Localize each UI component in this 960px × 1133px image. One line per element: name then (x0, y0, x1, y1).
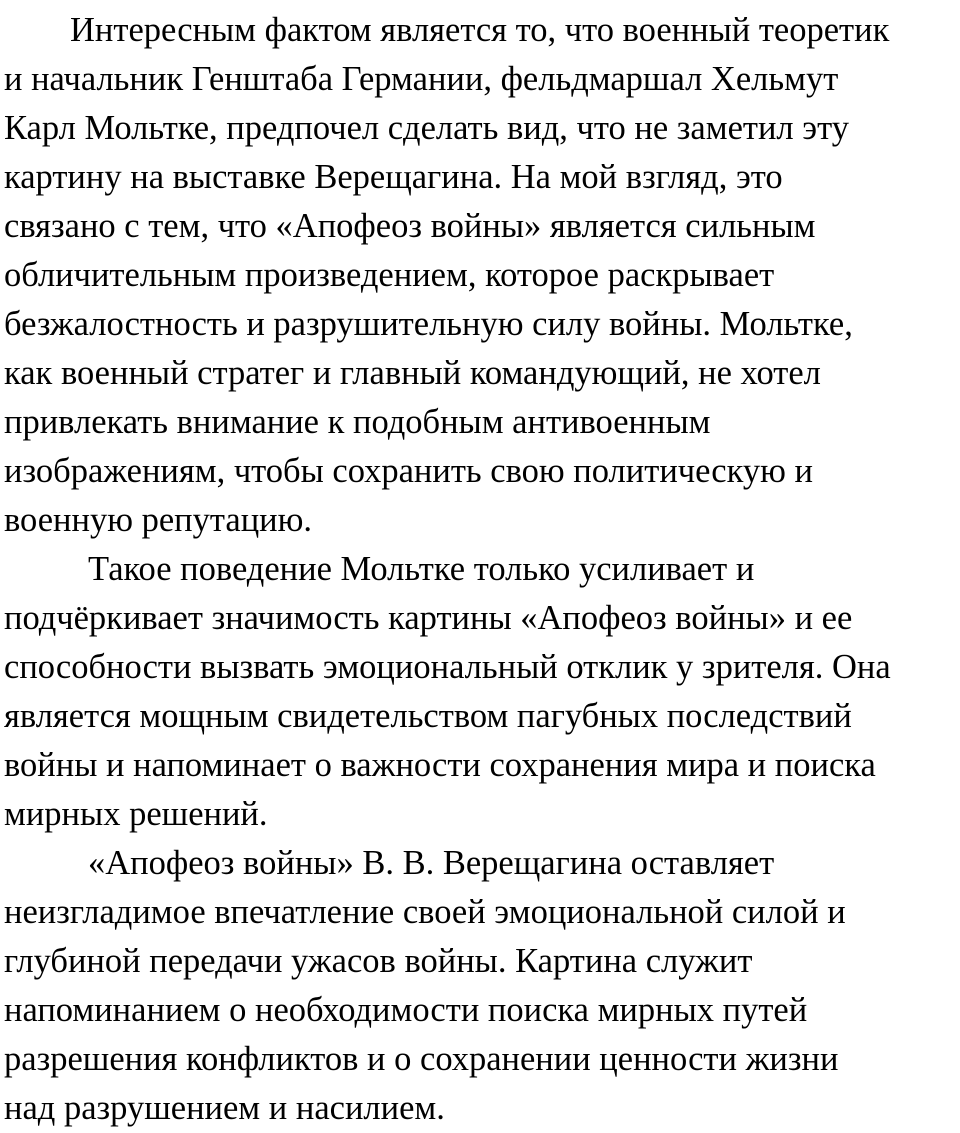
text-line: и начальник Генштаба Германии, фельдмаршал Хельмут (4, 60, 839, 98)
text-line: подчёркивает значимость картины «Апофеоз войны» и ее (4, 599, 853, 637)
text-line: Карл Мольтке, предпочел сделать вид, что не заметил эту (4, 109, 849, 147)
paragraph-1 (4, 0, 954, 545)
text-line: связано с тем, что «Апофеоз войны» является сильным (4, 207, 816, 245)
text-line: является мощным свидетельством пагубных последствий (4, 697, 852, 735)
text-line: как военный стратег и главный командующий, не хотел (4, 354, 821, 392)
paragraph-3 (4, 839, 954, 1133)
text-line: неизгладимое впечатление своей эмоциональной силой и (4, 893, 846, 931)
text-line: Такое поведение Мольтке только усиливает и (88, 550, 755, 588)
paragraph-2 (4, 545, 954, 839)
text-line: картину на выставке Верещагина. На мой взгляд, это (4, 158, 783, 196)
text-line: Интересным фактом является то, что военный теоретик (70, 11, 890, 49)
text-line: обличительным произведением, которое раскрывает (4, 256, 775, 294)
text-line: глубиной передачи ужасов войны. Картина служит (4, 942, 753, 980)
text-line: войны и напоминает о важности сохранения мира и поиска (4, 746, 876, 784)
text-line: способности вызвать эмоциональный отклик у зрителя. Она (4, 648, 891, 686)
text-line: разрешения конфликтов и о сохранении ценности жизни (4, 1040, 839, 1078)
text-line: мирных решений. (4, 795, 268, 833)
text-line: «Апофеоз войны» В. В. Верещагина оставляет (88, 844, 775, 882)
text-line: напоминанием о необходимости поиска мирных путей (4, 991, 808, 1029)
text-line: привлекать внимание к подобным антивоенным (4, 403, 711, 441)
text-line: военную репутацию. (4, 501, 313, 539)
text-line: изображениям, чтобы сохранить свою политическую и (4, 452, 813, 490)
text-line: безжалостность и разрушительную силу войны. Мольтке, (4, 305, 853, 343)
text-line: над разрушением и насилием. (4, 1089, 445, 1127)
